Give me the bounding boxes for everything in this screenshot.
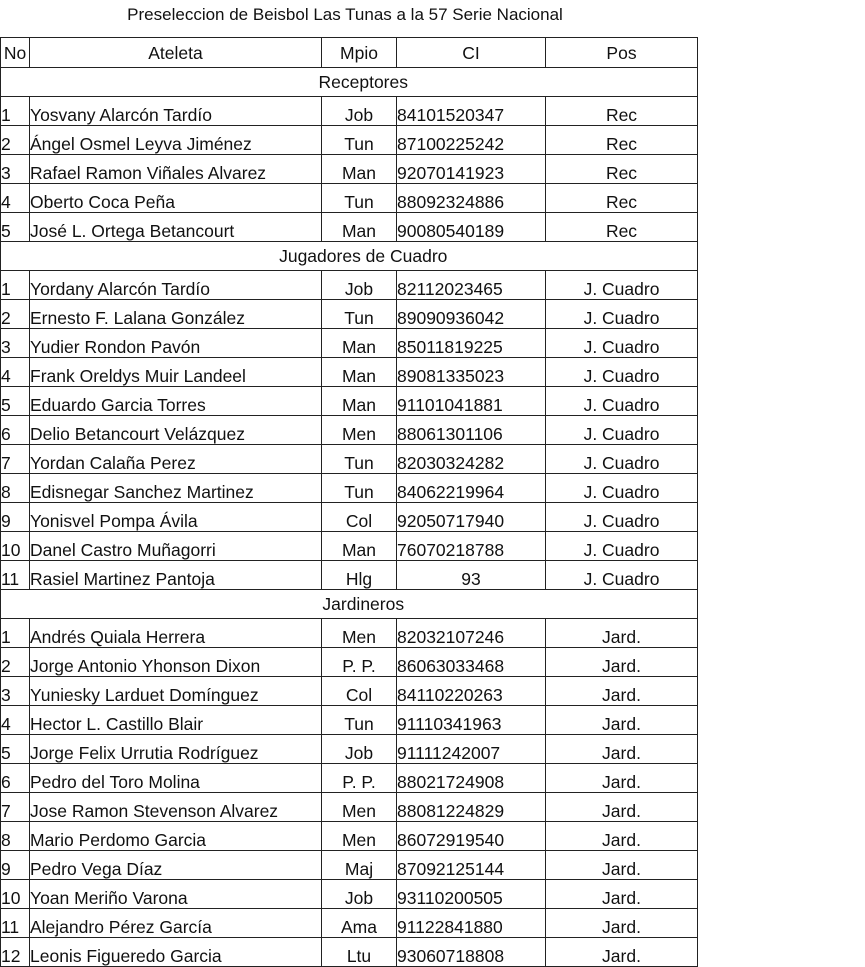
row-number: 1 <box>1 97 30 126</box>
municipality: Men <box>322 822 397 851</box>
municipality: Col <box>322 677 397 706</box>
municipality: Tun <box>322 300 397 329</box>
municipality: Men <box>322 416 397 445</box>
athlete-name: Frank Oreldys Muir Landeel <box>30 358 322 387</box>
id-number: 87092125144 <box>397 851 546 880</box>
athlete-name: José L. Ortega Betancourt <box>30 213 322 242</box>
position: Jard. <box>546 793 698 822</box>
athlete-name: Hector L. Castillo Blair <box>30 706 322 735</box>
athlete-name: Danel Castro Muñagorri <box>30 532 322 561</box>
municipality: Ltu <box>322 938 397 967</box>
document-title: Preseleccion de Beisbol Las Tunas a la 57 Serie Nacional <box>127 5 563 24</box>
table-row <box>1 184 698 213</box>
athlete-name: Delio Betancourt Velázquez <box>30 416 322 445</box>
athlete-name: Edisnegar Sanchez Martinez <box>30 474 322 503</box>
row-number: 3 <box>1 677 30 706</box>
athlete-name: Eduardo Garcia Torres <box>30 387 322 416</box>
id-number: 76070218788 <box>397 532 546 561</box>
header-athlete: Ateleta <box>30 38 322 68</box>
position: Rec <box>546 184 698 213</box>
table-row <box>1 909 698 938</box>
section-header <box>1 590 698 619</box>
id-number: 87100225242 <box>397 126 546 155</box>
table-row <box>1 648 698 677</box>
table-row <box>1 329 698 358</box>
municipality: Tun <box>322 126 397 155</box>
athlete-name: Rasiel Martinez Pantoja <box>30 561 322 590</box>
athlete-name: Andrés Quiala Herrera <box>30 619 322 648</box>
municipality: Ama <box>322 909 397 938</box>
table-row <box>1 619 698 648</box>
section-header <box>1 242 698 271</box>
row-number: 10 <box>1 532 30 561</box>
id-number: 93060718808 <box>397 938 546 967</box>
municipality: P. P. <box>322 764 397 793</box>
position: J. Cuadro <box>546 416 698 445</box>
id-number: 86072919540 <box>397 822 546 851</box>
position: Jard. <box>546 764 698 793</box>
id-number: 93110200505 <box>397 880 546 909</box>
header-ci: CI <box>397 38 546 68</box>
athlete-name: Yordan Calaña Perez <box>30 445 322 474</box>
row-number: 1 <box>1 271 30 300</box>
table-row <box>1 822 698 851</box>
municipality: Job <box>322 880 397 909</box>
municipality: Man <box>322 387 397 416</box>
header-municipality: Mpio <box>322 38 397 68</box>
row-number: 2 <box>1 300 30 329</box>
row-number: 9 <box>1 851 30 880</box>
municipality: Hlg <box>322 561 397 590</box>
table-row <box>1 358 698 387</box>
id-number: 91111242007 <box>397 735 546 764</box>
position: Rec <box>546 97 698 126</box>
municipality: Men <box>322 619 397 648</box>
table-row <box>1 155 698 184</box>
id-number: 89081335023 <box>397 358 546 387</box>
position: Jard. <box>546 909 698 938</box>
header-position: Pos <box>546 38 698 68</box>
athlete-name: Rafael Ramon Viñales Alvarez <box>30 155 322 184</box>
id-number: 91122841880 <box>397 909 546 938</box>
id-number: 86063033468 <box>397 648 546 677</box>
municipality: Job <box>322 271 397 300</box>
roster-body <box>1 68 698 967</box>
athlete-name: Yoan Meriño Varona <box>30 880 322 909</box>
table-row <box>1 97 698 126</box>
row-number: 1 <box>1 619 30 648</box>
position: J. Cuadro <box>546 445 698 474</box>
id-number: 92070141923 <box>397 155 546 184</box>
position: Rec <box>546 155 698 184</box>
table-row <box>1 851 698 880</box>
athlete-name: Pedro del Toro Molina <box>30 764 322 793</box>
position: Jard. <box>546 677 698 706</box>
id-number: 82030324282 <box>397 445 546 474</box>
municipality: Tun <box>322 474 397 503</box>
municipality: Tun <box>322 184 397 213</box>
position: Jard. <box>546 648 698 677</box>
athlete-name: Alejandro Pérez García <box>30 909 322 938</box>
table-row <box>1 474 698 503</box>
athlete-name: Jorge Antonio Yhonson Dixon <box>30 648 322 677</box>
municipality: Tun <box>322 706 397 735</box>
section-spacer <box>1 242 30 271</box>
header-row <box>1 38 698 68</box>
id-number: 89090936042 <box>397 300 546 329</box>
table-row <box>1 532 698 561</box>
athlete-name: Ángel Osmel Leyva Jiménez <box>30 126 322 155</box>
athlete-name: Yonisvel Pompa Ávila <box>30 503 322 532</box>
municipality: Man <box>322 213 397 242</box>
athlete-name: Yudier Rondon Pavón <box>30 329 322 358</box>
athlete-name: Pedro Vega Díaz <box>30 851 322 880</box>
position: Jard. <box>546 822 698 851</box>
row-number: 5 <box>1 735 30 764</box>
id-number: 82112023465 <box>397 271 546 300</box>
row-number: 12 <box>1 938 30 967</box>
id-number: 84101520347 <box>397 97 546 126</box>
row-number: 3 <box>1 155 30 184</box>
municipality: Man <box>322 329 397 358</box>
table-row <box>1 503 698 532</box>
athlete-name: Oberto Coca Peña <box>30 184 322 213</box>
athlete-name: Yuniesky Larduet Domínguez <box>30 677 322 706</box>
table-row <box>1 387 698 416</box>
position: J. Cuadro <box>546 474 698 503</box>
row-number: 9 <box>1 503 30 532</box>
row-number: 8 <box>1 474 30 503</box>
municipality: Maj <box>322 851 397 880</box>
municipality: Job <box>322 97 397 126</box>
position: Jard. <box>546 706 698 735</box>
id-number: 84110220263 <box>397 677 546 706</box>
table-row <box>1 126 698 155</box>
position: J. Cuadro <box>546 561 698 590</box>
id-number: 90080540189 <box>397 213 546 242</box>
row-number: 7 <box>1 445 30 474</box>
position: Jard. <box>546 880 698 909</box>
position: J. Cuadro <box>546 271 698 300</box>
athlete-name: Jorge Felix Urrutia Rodríguez <box>30 735 322 764</box>
id-number: 92050717940 <box>397 503 546 532</box>
id-number: 88081224829 <box>397 793 546 822</box>
row-number: 3 <box>1 329 30 358</box>
athlete-name: Jose Ramon Stevenson Alvarez <box>30 793 322 822</box>
municipality: Man <box>322 155 397 184</box>
section-label: Receptores <box>30 68 698 97</box>
table-row <box>1 445 698 474</box>
roster-table <box>0 37 698 967</box>
position: Rec <box>546 213 698 242</box>
table-row <box>1 300 698 329</box>
position: J. Cuadro <box>546 300 698 329</box>
row-number: 8 <box>1 822 30 851</box>
table-row <box>1 735 698 764</box>
id-number: 88021724908 <box>397 764 546 793</box>
position: Rec <box>546 126 698 155</box>
athlete-name: Ernesto F. Lalana González <box>30 300 322 329</box>
athlete-name: Yosvany Alarcón Tardío <box>30 97 322 126</box>
section-label: Jardineros <box>30 590 698 619</box>
row-number: 6 <box>1 764 30 793</box>
id-number: 91110341963 <box>397 706 546 735</box>
row-number: 4 <box>1 184 30 213</box>
row-number: 6 <box>1 416 30 445</box>
position: J. Cuadro <box>546 532 698 561</box>
row-number: 10 <box>1 880 30 909</box>
table-row <box>1 880 698 909</box>
table-row <box>1 561 698 590</box>
id-number: 88061301106 <box>397 416 546 445</box>
section-label: Jugadores de Cuadro <box>30 242 698 271</box>
table-row <box>1 706 698 735</box>
municipality: Man <box>322 532 397 561</box>
table-row <box>1 764 698 793</box>
athlete-name: Leonis Figueredo Garcia <box>30 938 322 967</box>
section-spacer <box>1 590 30 619</box>
position: J. Cuadro <box>546 387 698 416</box>
position: Jard. <box>546 619 698 648</box>
id-number: 85011819225 <box>397 329 546 358</box>
table-row <box>1 416 698 445</box>
row-number: 11 <box>1 561 30 590</box>
position: Jard. <box>546 938 698 967</box>
municipality: Man <box>322 358 397 387</box>
section-header <box>1 68 698 97</box>
row-number: 4 <box>1 706 30 735</box>
row-number: 5 <box>1 387 30 416</box>
id-number: 91101041881 <box>397 387 546 416</box>
header-no: No <box>1 38 30 68</box>
table-row <box>1 677 698 706</box>
table-row <box>1 271 698 300</box>
id-number: 82032107246 <box>397 619 546 648</box>
row-number: 2 <box>1 126 30 155</box>
section-spacer <box>1 68 30 97</box>
municipality: Tun <box>322 445 397 474</box>
row-number: 11 <box>1 909 30 938</box>
row-number: 7 <box>1 793 30 822</box>
table-row <box>1 938 698 967</box>
position: J. Cuadro <box>546 503 698 532</box>
table-row <box>1 793 698 822</box>
row-number: 2 <box>1 648 30 677</box>
municipality: P. P. <box>322 648 397 677</box>
row-number: 5 <box>1 213 30 242</box>
position: J. Cuadro <box>546 329 698 358</box>
position: J. Cuadro <box>546 358 698 387</box>
position: Jard. <box>546 735 698 764</box>
id-number: 84062219964 <box>397 474 546 503</box>
municipality: Men <box>322 793 397 822</box>
municipality: Col <box>322 503 397 532</box>
position: Jard. <box>546 851 698 880</box>
athlete-name: Yordany Alarcón Tardío <box>30 271 322 300</box>
id-number: 93 <box>397 561 546 590</box>
municipality: Job <box>322 735 397 764</box>
id-number: 88092324886 <box>397 184 546 213</box>
table-row <box>1 213 698 242</box>
athlete-name: Mario Perdomo Garcia <box>30 822 322 851</box>
row-number: 4 <box>1 358 30 387</box>
